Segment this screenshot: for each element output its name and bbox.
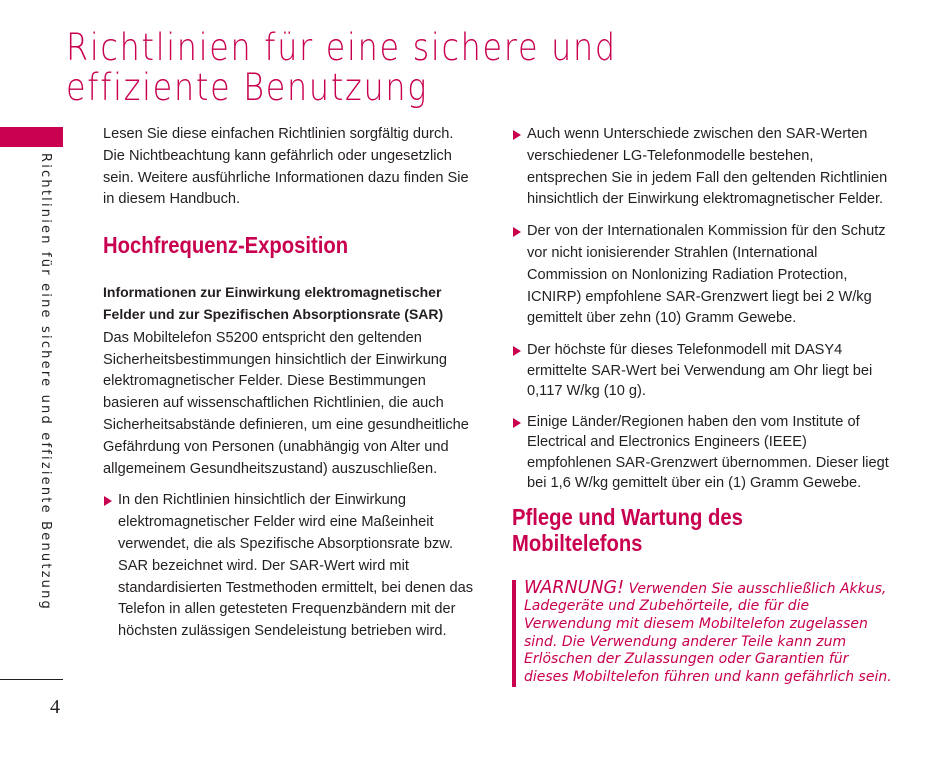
- warning-box: [512, 577, 894, 687]
- side-section-label: Richtlinien für eine sichere und effiziente Benutzung: [38, 153, 53, 611]
- bullet-item: Einige Länder/Regionen haben den vom Institute of Electrical and Electronics Engineers (IEEE) empfohlenen SAR-Grenzwert übernommen. Dieser liegt bei 1,6 W/kg gemittelt über ein (1) Gramm Gewebe.: [512, 412, 892, 494]
- intro-paragraph: Lesen Sie diese einfachen Richtlinien sorgfältig durch. Die Nichtbeachtung kann gefährlich oder ungesetzlich sein. Weitere ausführliche Informationen dazu finden Sie in diesem Handbuch.: [103, 126, 469, 208]
- warning-text: Verwenden Sie ausschließlich Akkus, Ladegeräte und Zubehörteile, die für die Verwendung mit diesem Mobiltelefon zugelassen sind. Die Verwendung anderer Teile kann zum Erlöschen der Zulassungen oder Garantien für dieses Mobiltelefon führen und kann gefährlich sein.: [524, 580, 892, 686]
- heading-rf-exposure: Hochfrequenz-Exposition: [103, 232, 349, 259]
- bullet-item: In den Richtlinien hinsichtlich der Einwirkung elektromagnetischer Felder wird eine Maßeinheit verwendet, die als Spezifische Absorptionsrate bzw. SAR bezeichnet wird. Der SAR-Wert wird mit standardisierten Testmethoden ermittelt, bei denen das Telefon in allen getesteten Frequenzbändern mit der höchsten zulässigen Sendeleistung betrieben wird.: [103, 490, 475, 643]
- bullet-item: Der von der Internationalen Kommission für den Schutz vor nicht ionisierender Strahlen (International Commission on Nonlonizing Radiation Protection, ICNIRP) empfohlene SAR-Grenzwert liegt bei 2 W/kg gemittelt über zehn (10) Gramm Gewebe.: [512, 221, 892, 330]
- heading-care-maintenance: Pflege und Wartung des Mobiltelefons: [512, 503, 743, 556]
- bullet-item: Der höchste für dieses Telefonmodell mit DASY4 ermittelte SAR-Wert bei Verwendung am Ohr liegt bei 0,117 W/kg (10 g).: [512, 340, 892, 402]
- section-tab-marker: [0, 127, 63, 147]
- warning-label: WARNUNG!: [524, 577, 625, 598]
- body-paragraph: Das Mobiltelefon S5200 entspricht den geltenden Sicherheitsbestimmungen hinsichtlich der Einwirkung elektromagnetischer Felder. Diese Bestimmungen basieren auf wissenschaftlichen Richtlinien, die auch Sicherheitsabstände definieren, um eine gesundheitliche Gefährdung von Personen (unabhängig von Alter und allgemeinem Gesundheitszustand) auszuschließen.: [103, 329, 469, 477]
- right-column: [512, 124, 892, 687]
- page-title: Richtlinien für eine sichere und effiziente Benutzung: [66, 26, 617, 109]
- subheading-sar: Informationen zur Einwirkung elektromagnetischer Felder und zur Spezifischen Absorptionsrate (SAR): [103, 284, 444, 322]
- bullet-item: Auch wenn Unterschiede zwischen den SAR-Werten verschiedener LG-Telefonmodelle bestehen, entsprechen Sie in jedem Fall den geltenden Richtlinien hinsichtlich der Einwirkung elektromagnetischer Felder.: [512, 124, 892, 211]
- left-column: [103, 124, 475, 643]
- page-number: 4: [50, 696, 60, 718]
- footer-divider: [0, 679, 63, 680]
